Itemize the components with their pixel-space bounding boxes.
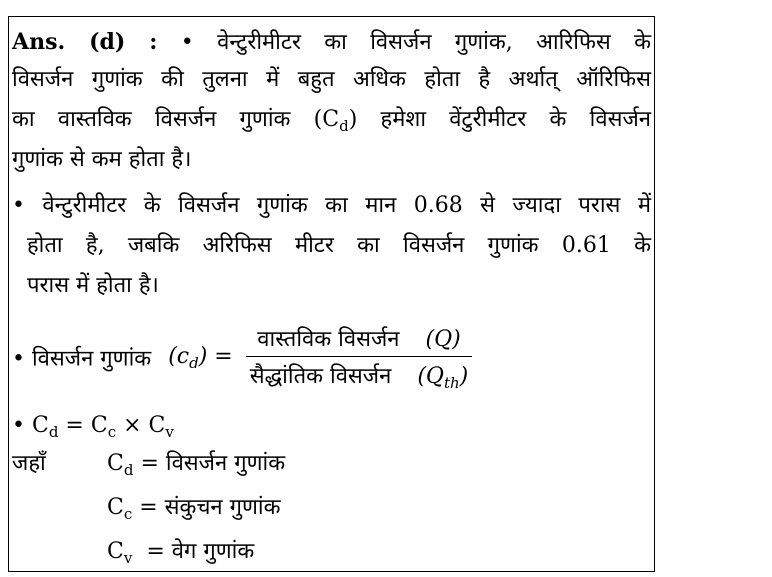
where-label: जहाँ	[12, 451, 46, 476]
answer-label: Ans. (d) :	[12, 29, 158, 55]
def-cd: $C_d$ = विसर्जन गुणांक	[107, 451, 286, 479]
para1-line3-sub: d	[339, 117, 349, 135]
para1-line3b: ) हमेशा वेंटुरीमीटर के विसर्जन	[348, 107, 651, 132]
def-cv: $C_v$ = वेग गुणांक	[107, 539, 255, 567]
para1-line3	[12, 105, 651, 141]
para1-line1	[12, 27, 651, 58]
para1-line3a: का वास्तविक विसर्जन गुणांक (C	[12, 107, 340, 132]
para1-line2: विसर्जन गुणांक की तुलना में बहुत अधिक होता है अर्थात् ऑरिफिस	[12, 67, 651, 92]
relation-row: • $C_d = C_c \times C_v$	[12, 413, 174, 441]
answer-box	[8, 16, 655, 572]
para1-line4: गुणांक से कम होता है।	[12, 147, 192, 172]
def-cc: $C_c$ = संकुचन गुणांक	[107, 495, 281, 523]
para2-line1: • वेन्टुरीमीटर के विसर्जन गुणांक का मान 0.68 से ज्यादा परास में	[12, 193, 651, 218]
formula-numerator: वास्तविक विसर्जन (Q)	[246, 323, 473, 357]
para2-line3: परास में होता है।	[27, 273, 159, 298]
formula-lhs: • विसर्जन गुणांक	[12, 346, 152, 372]
formula-row	[12, 323, 651, 392]
para2-line2: होता है, जबकि अरिफिस मीटर का विसर्जन गुणांक 0.61 के	[27, 233, 651, 258]
formula-denominator: सैद्धांतिक विसर्जन $(Q_{th})$	[249, 364, 469, 392]
formula-symbol: $(c_d)$ =	[168, 343, 233, 372]
para1-line1-text: • वेन्टुरीमीटर का विसर्जन गुणांक, आरिफिस के	[180, 30, 652, 55]
formula-fraction	[246, 323, 473, 392]
